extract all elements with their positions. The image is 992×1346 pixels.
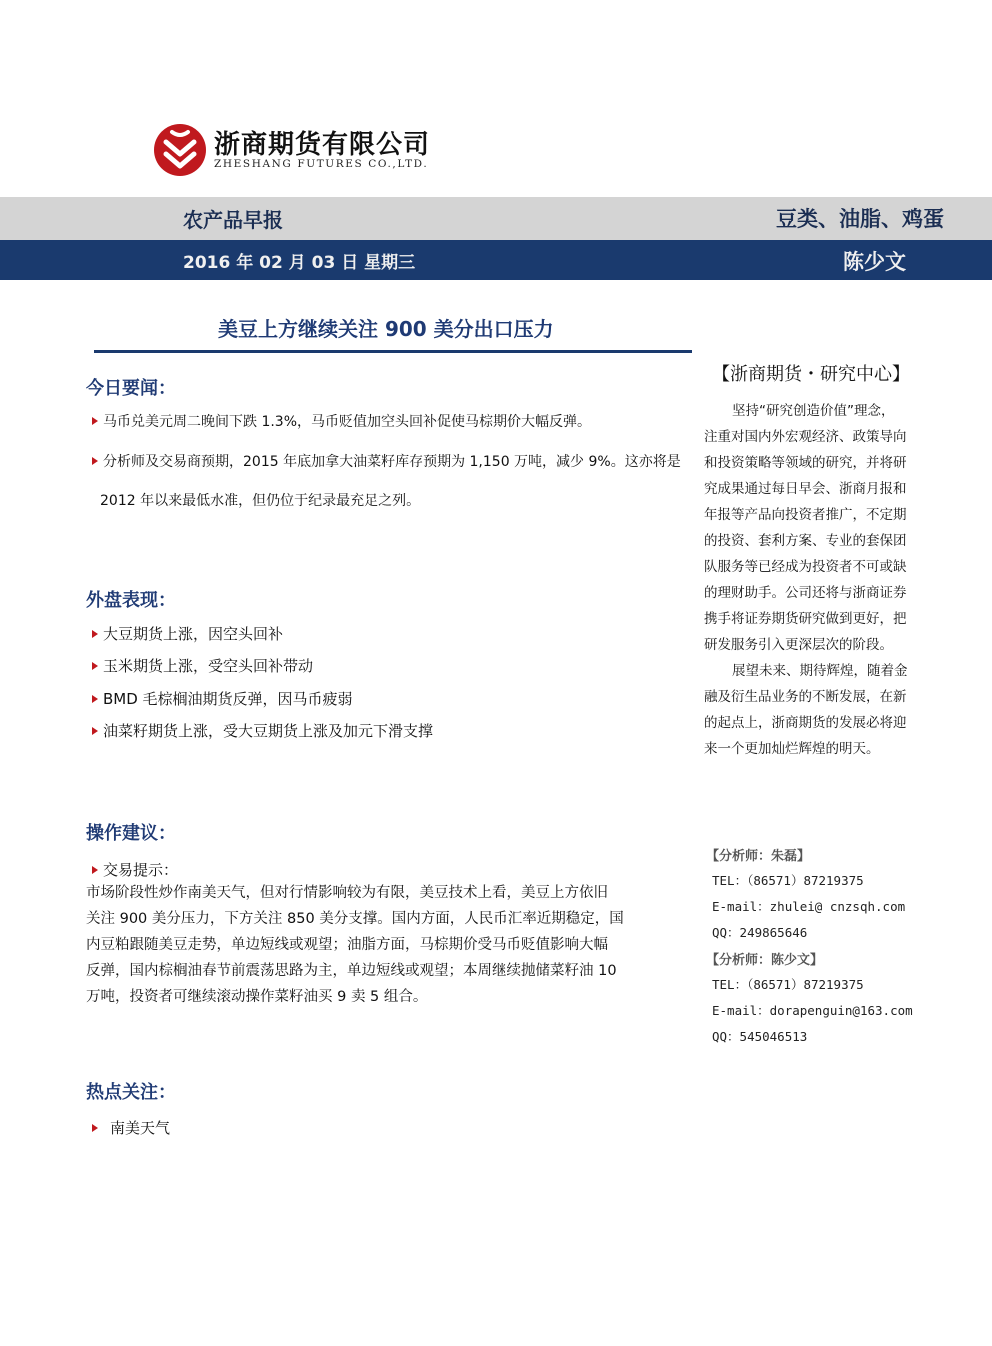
- news-item: 分析师及交易商预期，2015 年底加拿大油菜籽库存预期为 1,150 万吨，减少 9%。这亦将是: [92, 451, 681, 471]
- overseas-item: 油菜籽期货上涨，受大豆期货上涨及加元下滑支撑: [92, 720, 433, 741]
- analyst-email[interactable]: E-mail：dorapenguin@163.com: [712, 1003, 913, 1018]
- analyst-tel: TEL：（86571）87219375: [712, 873, 864, 888]
- advice-label: 交易提示：: [92, 859, 178, 880]
- bullet-icon: [92, 417, 98, 425]
- date-banner: [0, 240, 992, 280]
- bullet-icon: [92, 866, 98, 874]
- bullet-icon: [92, 1124, 98, 1132]
- analyst-qq: QQ：249865646: [712, 925, 808, 940]
- research-center-body: 坚持“研究创造价值”理念， 注重对国内外宏观经济、政策导向 和投资策略等领域的研究，并将研 究成果通过每日早会、浙商月报和 年报等产品向投资者推广，不定期 的投资、套利方案、专业的套保团 队服务等已经成为投资者不可或缺 的理财助手。公司还将与浙商证券 携手将证券期货研究做到更好，把 研发服务引入更深层次的阶段。 展望未来、期待辉煌，随着金 融及衍生品业务的不断发展，在新 的起点上，浙商期货的发展必将迎 来一个更加灿烂辉煌的明天。: [704, 403, 908, 757]
- news-item-continued: 2012 年以来最低水准，但仍位于纪录最充足之列。: [100, 493, 421, 509]
- analyst-tel: TEL：（86571）87219375: [712, 977, 864, 992]
- overseas-item: 玉米期货上涨，受空头回补带动: [92, 655, 313, 676]
- news-section-title: 今日要闻：: [86, 378, 176, 399]
- page-title: 美豆上方继续关注 900 美分出口压力: [218, 317, 554, 341]
- advice-section-title: 操作建议：: [86, 823, 176, 844]
- hot-item: 南美天气: [92, 1117, 170, 1138]
- report-type: 农产品早报: [183, 208, 283, 232]
- company-logo: [152, 122, 442, 182]
- analyst-email[interactable]: E-mail：zhulei@ cnzsqh.com: [712, 899, 906, 914]
- analyst-qq: QQ：545046513: [712, 1029, 808, 1044]
- overseas-item: 大豆期货上涨，因空头回补: [92, 623, 283, 644]
- company-name-cn: 浙商期货有限公司: [214, 130, 431, 160]
- overseas-section-title: 外盘表现：: [86, 590, 176, 611]
- bullet-icon: [92, 662, 98, 670]
- bullet-icon: [92, 695, 98, 703]
- bullet-icon: [92, 727, 98, 735]
- report-author: 陈少文: [843, 250, 906, 274]
- hot-section-title: 热点关注：: [86, 1082, 176, 1103]
- news-item: 马币兑美元周二晚间下跌 1.3%，马币贬值加空头回补促使马棕期价大幅反弹。: [92, 411, 591, 431]
- analyst-header: 【分析师：朱磊】: [706, 849, 811, 864]
- report-categories: 豆类、油脂、鸡蛋: [776, 207, 944, 231]
- bullet-icon: [92, 457, 98, 465]
- company-name-en: ZHESHANG FUTURES CO.,LTD.: [214, 158, 429, 170]
- bullet-icon: [92, 630, 98, 638]
- advice-paragraph: 市场阶段性炒作南美天气，但对行情影响较为有限，美豆技术上看，美豆上方依旧 关注 900 美分压力，下方关注 850 美分支撑。国内方面，人民币汇率近期稳定，国 内豆粕跟随美豆走势，单边短线或观望；油脂方面，马棕期价受马币贬值影响大幅 反弹，国内棕榈油春节前震荡思路为主，单边短线或观望；本周继续抛储菜籽油 10 万吨，投资者可继续滚动操作菜籽油买 9 卖 5 组合。: [86, 885, 624, 1005]
- research-center-title: 【浙商期货・研究中心】: [712, 364, 910, 385]
- analyst-header: 【分析师：陈少文】: [706, 953, 824, 968]
- report-date: 2016 年 02 月 03 日 星期三: [183, 253, 416, 273]
- zheshang-logo-icon: [152, 122, 208, 178]
- report-banner: [0, 197, 992, 240]
- overseas-item: BMD 毛棕榈油期货反弹，因马币疲弱: [92, 688, 353, 709]
- title-divider: [94, 350, 692, 353]
